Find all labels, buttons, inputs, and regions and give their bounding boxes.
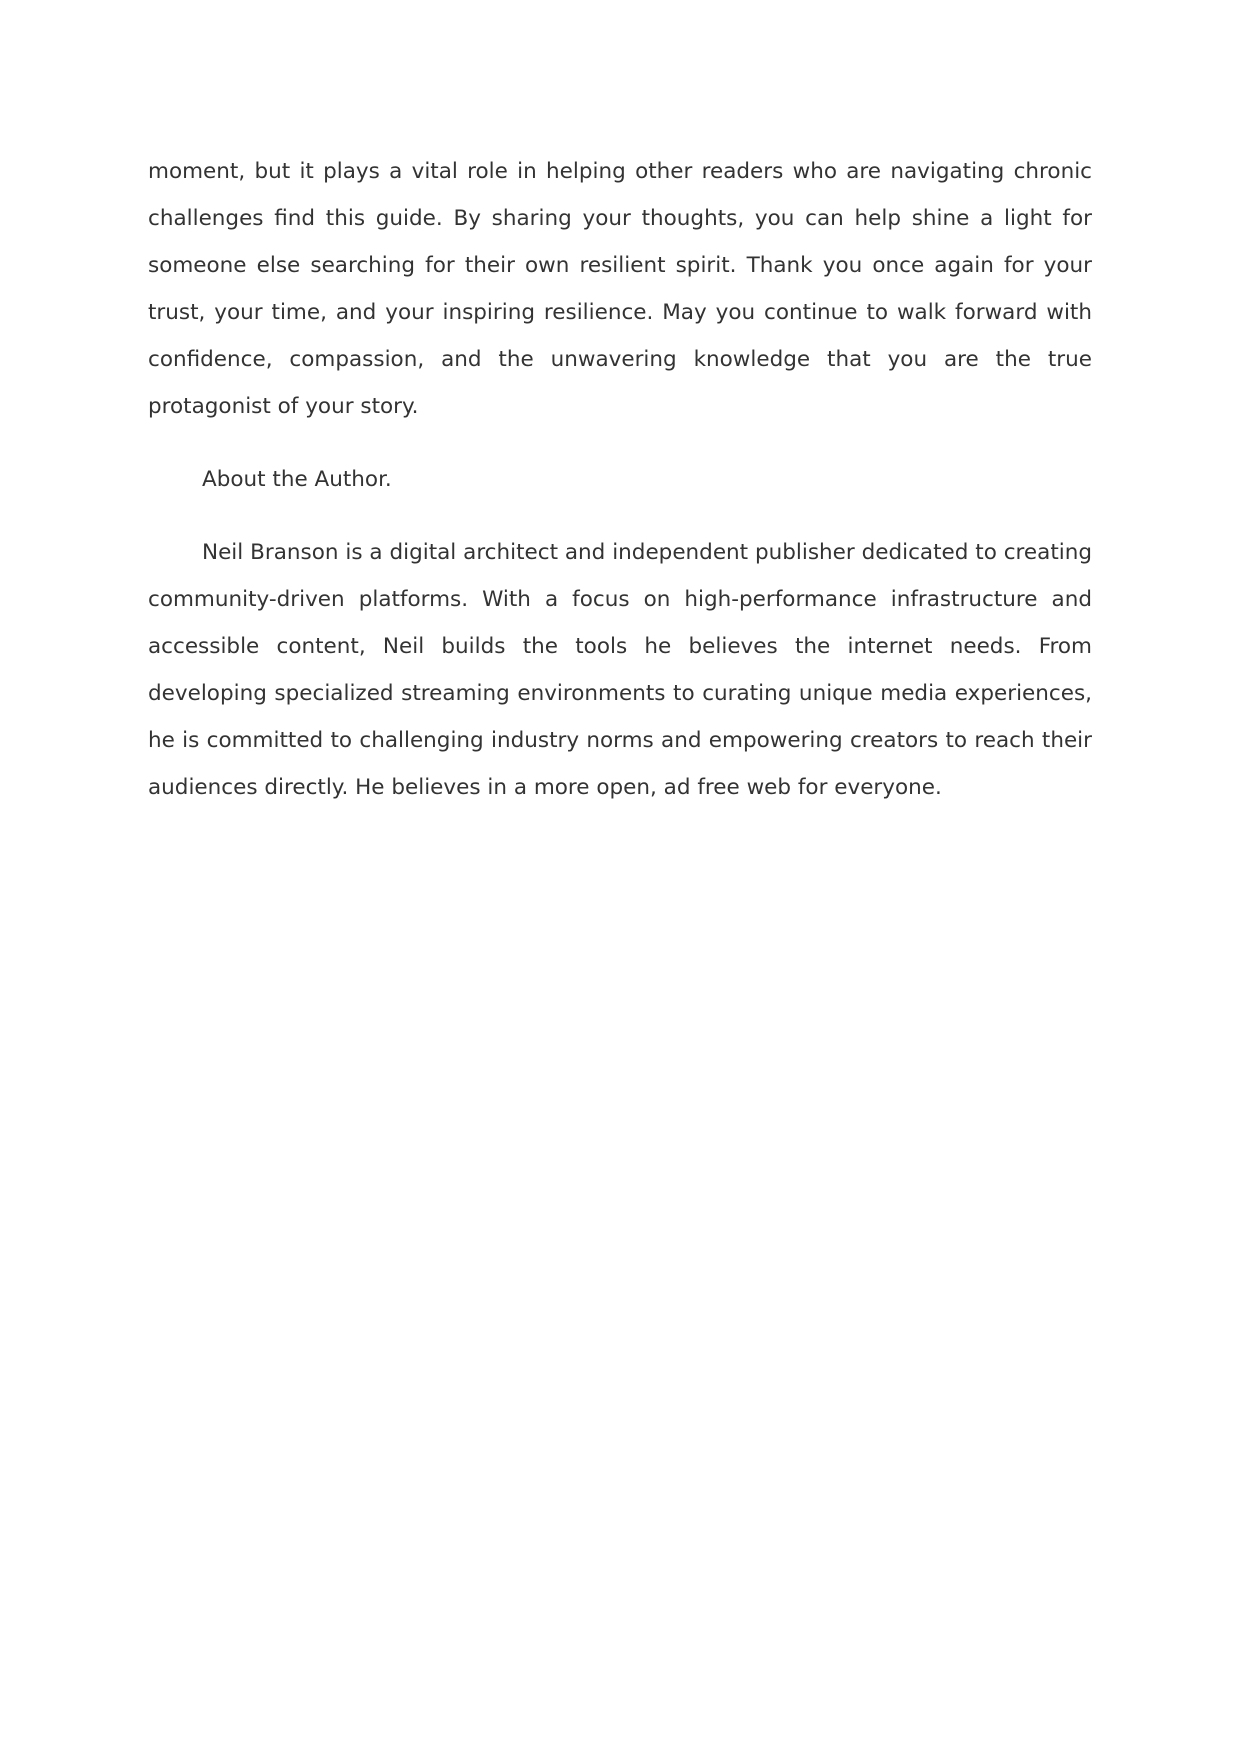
page-body xyxy=(148,148,1092,811)
author-bio-paragraph: Neil Branson is a digital architect and independent publisher dedicated to creating community-driven platforms. With a focus on high-performance infrastructure and accessible content, Neil builds the tools he believes the internet needs. From developing specialized streaming environments to curating unique media experiences, he is committed to challenging industry norms and empowering creators to reach their audiences directly. He believes in a more open, ad free web for everyone. xyxy=(148,540,1092,800)
closing-paragraph: moment, but it plays a vital role in helping other readers who are navigating chronic challenges find this guide. By sharing your thoughts, you can help shine a light for someone else searching for their own resilient spirit. Thank you once again for your trust, your time, and your inspiring resilience. May you continue to walk forward with confidence, compassion, and the unwavering knowledge that you are the true protagonist of your story. xyxy=(148,159,1092,419)
section-heading-about-author: About the Author. xyxy=(202,467,392,492)
